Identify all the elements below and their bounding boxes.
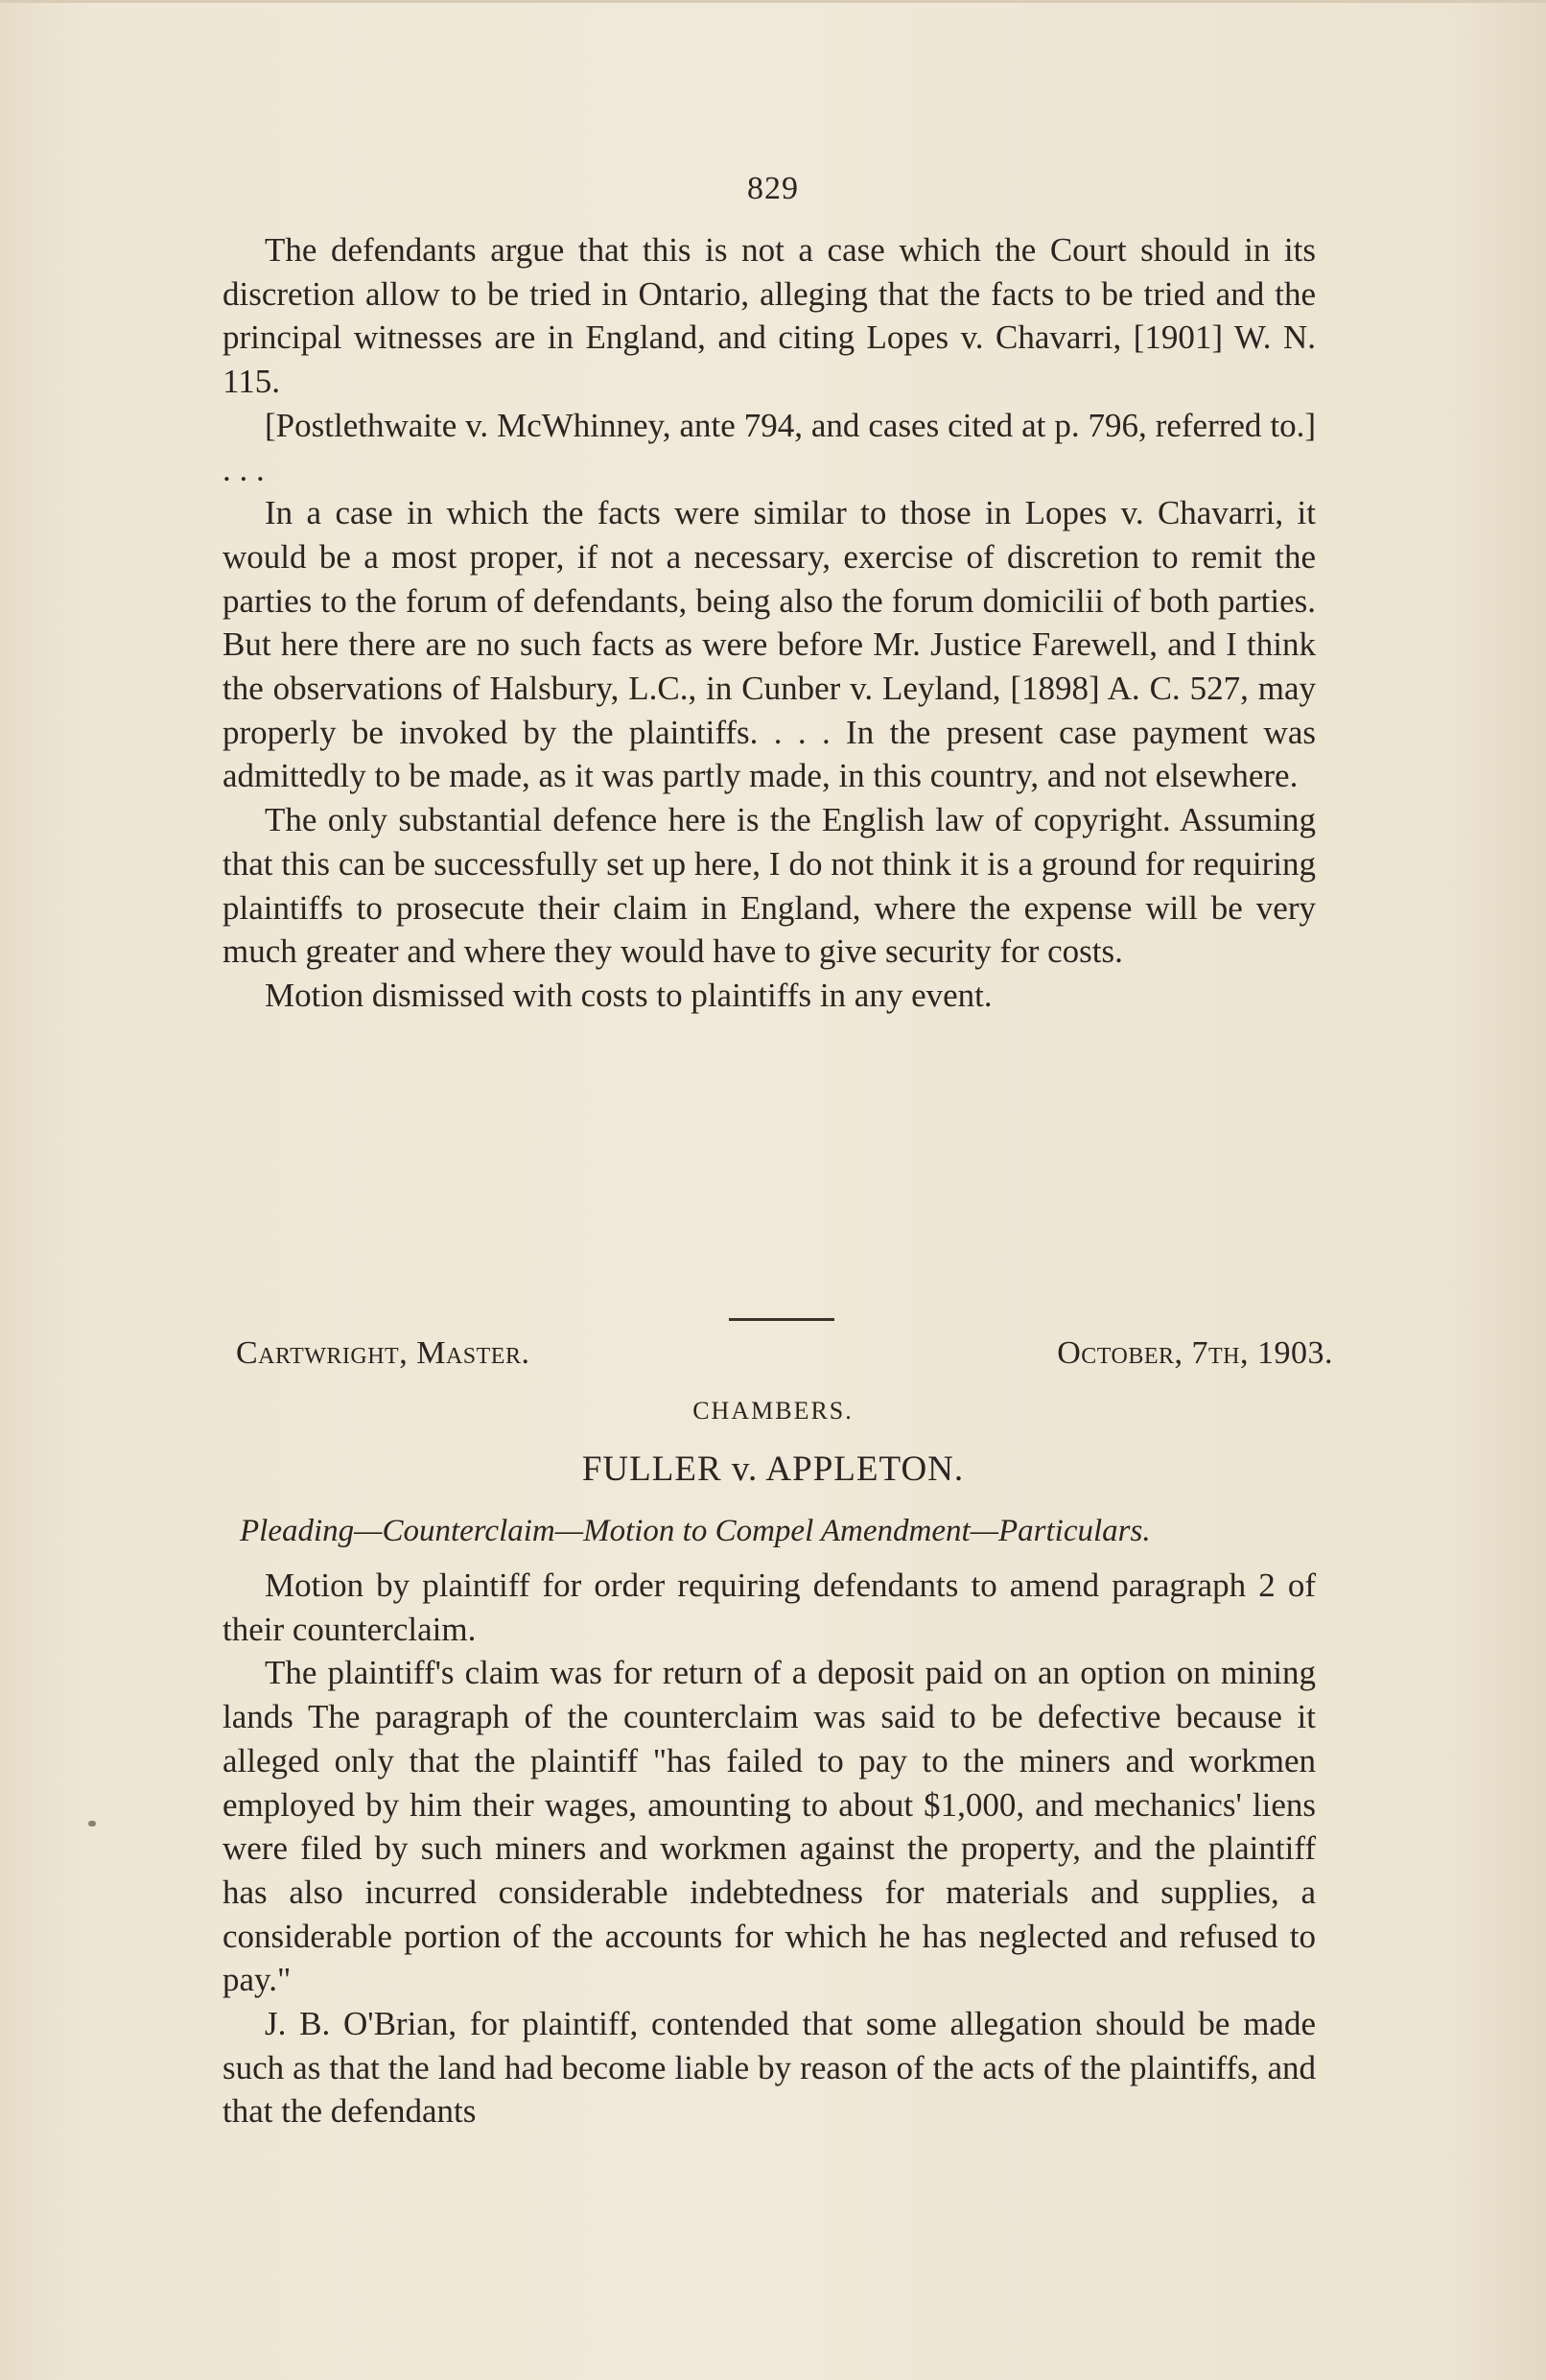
section-divider	[729, 1318, 834, 1321]
paragraph: The only substantial defence here is the English law of copyright. Assuming that this can be successfully set up here, I do not think it is a ground for requiring plaintiffs to prosecute their claim in England, where the expense will be very much greater and where they would have to give security for costs.	[223, 801, 1316, 971]
upper-text-block	[223, 228, 1316, 1018]
page-top-edge	[0, 0, 1546, 3]
page-number: 829	[747, 171, 799, 206]
decision-date: October, 7th, 1903.	[1057, 1335, 1333, 1371]
headnote: Pleading—Counterclaim—Motion to Compel Amendment—Particulars.	[240, 1514, 1151, 1548]
paragraph: In a case in which the facts were similar to those in Lopes v. Chavarri, it would be a most proper, if not a necessary, exercise of discretion to remit the parties to the forum of defendants, being also the forum domicilii of both parties. But here there are no such facts as were before Mr. Justice Farewell, and I think the observations of Halsbury, L.C., in Cunber v. Leyland, [1898] A. C. 527, may properly be invoked by the plaintiffs. . . . In the present case payment was admittedly to be made, as it was partly made, in this country, and not elsewhere.	[223, 494, 1316, 795]
court-division: CHAMBERS.	[692, 1397, 854, 1425]
judge-name: Cartwright, Master.	[236, 1335, 530, 1371]
court-line	[236, 1335, 1333, 1381]
paragraph: The defendants argue that this is not a case which the Court should in its discretion allow to be tried in Ontario, alleging that the facts to be tried and the principal witnesses are in England, and citing Lopes v. Chavarri, [1901] W. N. 115.	[223, 231, 1316, 401]
paragraph: Motion by plaintiff for order requiring defendants to amend paragraph 2 of their counterclaim.	[223, 1567, 1316, 1648]
paragraph: J. B. O'Brian, for plaintiff, contended that some allegation should be made such as that the land had become liable by reason of the acts of the plaintiffs, and that the defendants	[223, 2005, 1316, 2131]
margin-mark	[88, 1821, 96, 1826]
case-title: FULLER v. APPLETON.	[581, 1449, 965, 1489]
paragraph: The plaintiff's claim was for return of a deposit paid on an option on mining lands The paragraph of the counterclaim was said to be defective because it alleged only that the plaintiff "has failed to pay to the miners and workmen employed by him their wages, amounting to about $1,000, and mechanics' liens were filed by such miners and workmen against the property, and the plaintiff has also incurred considerable indebtedness for materials and supplies, a considerable portion of the accounts for which he has neglected and refused to pay."	[223, 1654, 1316, 1999]
paragraph: [Postlethwaite v. McWhinney, ante 794, and cases cited at p. 796, referred to.] . . .	[223, 406, 1316, 488]
paragraph: Motion dismissed with costs to plaintiffs in any event.	[265, 976, 993, 1014]
lower-text-block	[223, 1564, 1316, 2133]
